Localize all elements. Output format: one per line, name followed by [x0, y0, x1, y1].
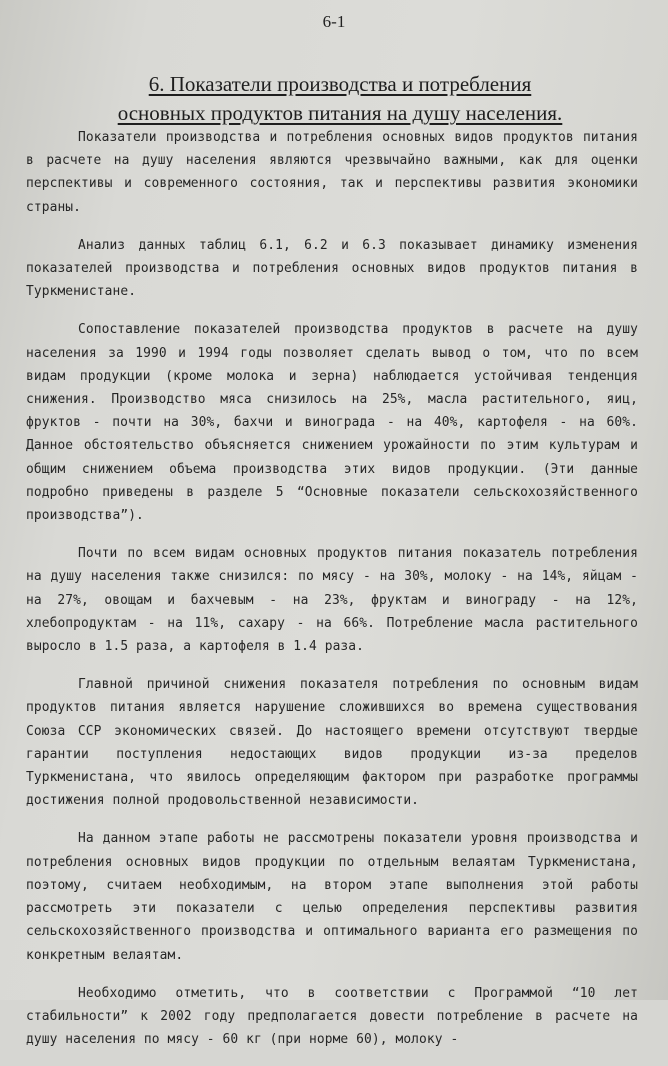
paragraph-intro: Показатели производства и потребления основных видов продуктов питания в расчете на душу населения являются чрезвычайно важными, как для оценки перспективы и современного состояния, так и перспективы развития экономики страны. [26, 130, 638, 215]
section-title-line-2: основных продуктов питания на душу населения. [117, 101, 563, 125]
page-number: 6-1 [322, 12, 346, 31]
paragraph-consumption-decline: Почти по всем видам основных продуктов питания показатель потребления на душу населения также снизился: по мясу - на 30%, молоку - на 14%, яйцам - на 27%, овощам и бахчевым - на 23%, фруктам и винограду - на 12%, хлебопродуктам - на 11%, сахару - на 66%. Потребление масла растительного выросло в 1.5 раза, а картофеля в 1.4 раза. [26, 546, 638, 655]
paragraph-tables-analysis: Анализ данных таблиц 6.1, 6.2 и 6.3 показывает динамику изменения показателей производства и потребления основных видов продуктов питания в Туркменистане. [26, 237, 638, 300]
paragraph-main-cause: Главной причиной снижения показателя потребления по основным видам продуктов питания является нарушение сложившихся во времена существования Союза ССР экономических связей. До настоящего времени отсутствуют твердые гарантии поступления недостающих видов продукции из-за пределов Туркменистана, что явилось определяющим фактором при разработке программы достижения полной продовольственной независимости. [26, 677, 638, 809]
paragraph-production-comparison: Сопоставление показателей производства продуктов в расчете на душу населения за 1990 и 1994 годы позволяет сделать вывод о том, что по всем видам продукции (кроме молока и зерна) наблюдается устойчивая тенденция снижения. Производство мяса снизилось на 25%, масла растительного, яиц, фруктов - почти на 30%, бахчи и винограда - на 40%, картофеля - на 60%. Данное обстоятельство объясняется снижением урожайности по этим культурам и общим снижением объема производства этих видов продукции. (Эти данные подробно приведены в разделе 5 “Основные показатели сельскохозяйственного производства”). [26, 322, 638, 524]
section-title-line-1: 6. Показатели производства и потребления [148, 72, 532, 96]
section-title [60, 70, 620, 128]
paragraph-current-stage: На данном этапе работы не рассмотрены показатели уровня производства и потребления основных видов продукции по отдельным велаятам Туркменистана, поэтому, считаем необходимым, на втором этапе выполнения этой работы рассмотреть эти показатели с целью определения перспективы развития сельскохозяйственного производства и оптимального варианта его размещения по конкретным велаятам. [26, 831, 638, 963]
paragraph-program-note: Необходимо отметить, что в соответствии с Программой “10 лет стабильности” к 2002 году предполагается довести потребление в расчете на душу населения по мясу - 60 кг (при норме 60), молоку - [26, 985, 638, 1048]
body-text [26, 126, 638, 1066]
